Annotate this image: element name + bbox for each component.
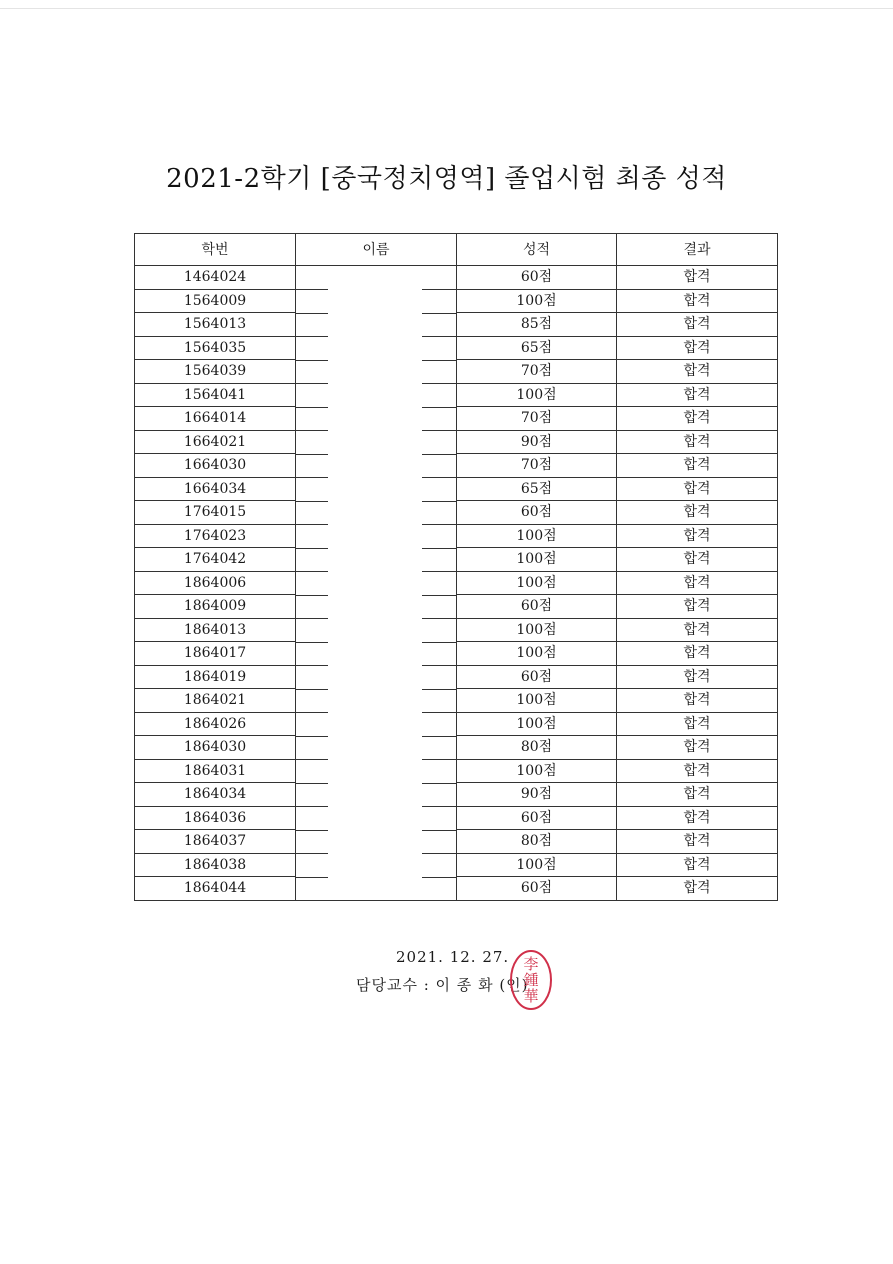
header-score: 성적 [457, 234, 617, 266]
table-row [135, 665, 778, 689]
result-cell: 합격 [617, 712, 778, 736]
name-cell [296, 313, 457, 337]
table-row [135, 618, 778, 642]
name-cell [296, 454, 457, 478]
table-row [135, 759, 778, 783]
issue-date: 2021. 12. 27. [396, 948, 510, 966]
score-cell: 100점 [457, 524, 617, 548]
name-cell [296, 430, 457, 454]
result-cell: 합격 [617, 360, 778, 384]
score-cell: 65점 [457, 477, 617, 501]
student-id-cell: 1664014 [135, 407, 296, 431]
student-id-cell: 1764015 [135, 501, 296, 525]
result-cell: 합격 [617, 336, 778, 360]
score-cell: 100점 [457, 689, 617, 713]
seal-char-1: 李 [523, 955, 539, 973]
table-row [135, 830, 778, 854]
table-row [135, 689, 778, 713]
table-row [135, 571, 778, 595]
name-cell [296, 712, 457, 736]
result-cell: 합격 [617, 783, 778, 807]
score-cell: 80점 [457, 736, 617, 760]
name-cell [296, 806, 457, 830]
table-row [135, 853, 778, 877]
table-body [135, 266, 778, 901]
name-cell [296, 477, 457, 501]
score-cell: 90점 [457, 783, 617, 807]
result-cell: 합격 [617, 524, 778, 548]
result-cell: 합격 [617, 571, 778, 595]
student-id-cell: 1564039 [135, 360, 296, 384]
result-cell: 합격 [617, 266, 778, 290]
table-row [135, 548, 778, 572]
student-id-cell: 1464024 [135, 266, 296, 290]
top-rule [0, 8, 893, 9]
student-id-cell: 1864021 [135, 689, 296, 713]
seal-char-3: 華 [523, 987, 539, 1005]
table-row [135, 477, 778, 501]
score-cell: 60점 [457, 877, 617, 901]
table-row [135, 712, 778, 736]
table-row [135, 524, 778, 548]
result-cell: 합격 [617, 618, 778, 642]
table-row [135, 783, 778, 807]
table-row [135, 501, 778, 525]
result-cell: 합격 [617, 759, 778, 783]
score-cell: 100점 [457, 571, 617, 595]
name-cell [296, 595, 457, 619]
name-cell [296, 383, 457, 407]
score-cell: 65점 [457, 336, 617, 360]
score-cell: 100점 [457, 853, 617, 877]
score-cell: 100점 [457, 712, 617, 736]
score-cell: 70점 [457, 360, 617, 384]
score-cell: 60점 [457, 266, 617, 290]
score-cell: 60점 [457, 501, 617, 525]
page-title: 2021-2학기 [중국정치영역] 졸업시험 최종 성적 [166, 164, 727, 194]
score-cell: 100점 [457, 618, 617, 642]
header-student-id: 학번 [135, 234, 296, 266]
result-cell: 합격 [617, 642, 778, 666]
name-cell [296, 783, 457, 807]
name-cell [296, 548, 457, 572]
name-cell [296, 665, 457, 689]
student-id-cell: 1864006 [135, 571, 296, 595]
score-cell: 60점 [457, 665, 617, 689]
result-cell: 합격 [617, 736, 778, 760]
student-id-cell: 1864036 [135, 806, 296, 830]
seal-char-2: 鍾 [523, 971, 539, 989]
professor-line: 담당교수 : 이 종 화 (인) [356, 976, 529, 994]
result-cell: 합격 [617, 289, 778, 313]
student-id-cell: 1864019 [135, 665, 296, 689]
score-cell: 70점 [457, 407, 617, 431]
student-id-cell: 1864037 [135, 830, 296, 854]
name-cell [296, 266, 457, 290]
name-cell [296, 736, 457, 760]
result-cell: 합격 [617, 830, 778, 854]
name-cell [296, 289, 457, 313]
score-cell: 60점 [457, 595, 617, 619]
student-id-cell: 1664030 [135, 454, 296, 478]
score-cell: 90점 [457, 430, 617, 454]
name-cell [296, 689, 457, 713]
table-row [135, 289, 778, 313]
student-id-cell: 1864044 [135, 877, 296, 901]
score-cell: 100점 [457, 383, 617, 407]
score-cell: 100점 [457, 289, 617, 313]
table-row [135, 336, 778, 360]
grades-table [134, 233, 778, 901]
name-cell [296, 407, 457, 431]
student-id-cell: 1764042 [135, 548, 296, 572]
result-cell: 합격 [617, 477, 778, 501]
student-id-cell: 1664021 [135, 430, 296, 454]
result-cell: 합격 [617, 383, 778, 407]
result-cell: 합격 [617, 501, 778, 525]
table-row [135, 806, 778, 830]
result-cell: 합격 [617, 313, 778, 337]
table-row [135, 383, 778, 407]
table-row [135, 736, 778, 760]
student-id-cell: 1564009 [135, 289, 296, 313]
result-cell: 합격 [617, 595, 778, 619]
student-id-cell: 1764023 [135, 524, 296, 548]
table-row [135, 407, 778, 431]
result-cell: 합격 [617, 454, 778, 478]
student-id-cell: 1864013 [135, 618, 296, 642]
student-id-cell: 1864034 [135, 783, 296, 807]
header-name: 이름 [296, 234, 457, 266]
score-cell: 100점 [457, 759, 617, 783]
name-cell [296, 501, 457, 525]
student-id-cell: 1564035 [135, 336, 296, 360]
table-row [135, 595, 778, 619]
result-cell: 합격 [617, 689, 778, 713]
name-cell [296, 571, 457, 595]
name-cell [296, 642, 457, 666]
result-cell: 합격 [617, 407, 778, 431]
score-cell: 100점 [457, 642, 617, 666]
result-cell: 합격 [617, 806, 778, 830]
name-cell [296, 618, 457, 642]
name-cell [296, 830, 457, 854]
name-cell [296, 759, 457, 783]
student-id-cell: 1564013 [135, 313, 296, 337]
student-id-cell: 1564041 [135, 383, 296, 407]
score-cell: 70점 [457, 454, 617, 478]
score-cell: 60점 [457, 806, 617, 830]
student-id-cell: 1864017 [135, 642, 296, 666]
professor-seal [508, 948, 554, 1012]
student-id-cell: 1664034 [135, 477, 296, 501]
student-id-cell: 1864026 [135, 712, 296, 736]
table-row [135, 454, 778, 478]
student-id-cell: 1864038 [135, 853, 296, 877]
result-cell: 합격 [617, 853, 778, 877]
result-cell: 합격 [617, 877, 778, 901]
score-cell: 100점 [457, 548, 617, 572]
result-cell: 합격 [617, 430, 778, 454]
table-row [135, 360, 778, 384]
student-id-cell: 1864009 [135, 595, 296, 619]
header-result: 결과 [617, 234, 778, 266]
name-cell [296, 877, 457, 901]
student-id-cell: 1864030 [135, 736, 296, 760]
result-cell: 합격 [617, 665, 778, 689]
score-cell: 80점 [457, 830, 617, 854]
name-cell [296, 336, 457, 360]
table-row [135, 642, 778, 666]
table-row [135, 266, 778, 290]
result-cell: 합격 [617, 548, 778, 572]
name-cell [296, 853, 457, 877]
student-id-cell: 1864031 [135, 759, 296, 783]
name-cell [296, 360, 457, 384]
name-cell [296, 524, 457, 548]
table-row [135, 430, 778, 454]
table-header-row [135, 234, 778, 266]
table-row [135, 313, 778, 337]
score-cell: 85점 [457, 313, 617, 337]
table-row [135, 877, 778, 901]
